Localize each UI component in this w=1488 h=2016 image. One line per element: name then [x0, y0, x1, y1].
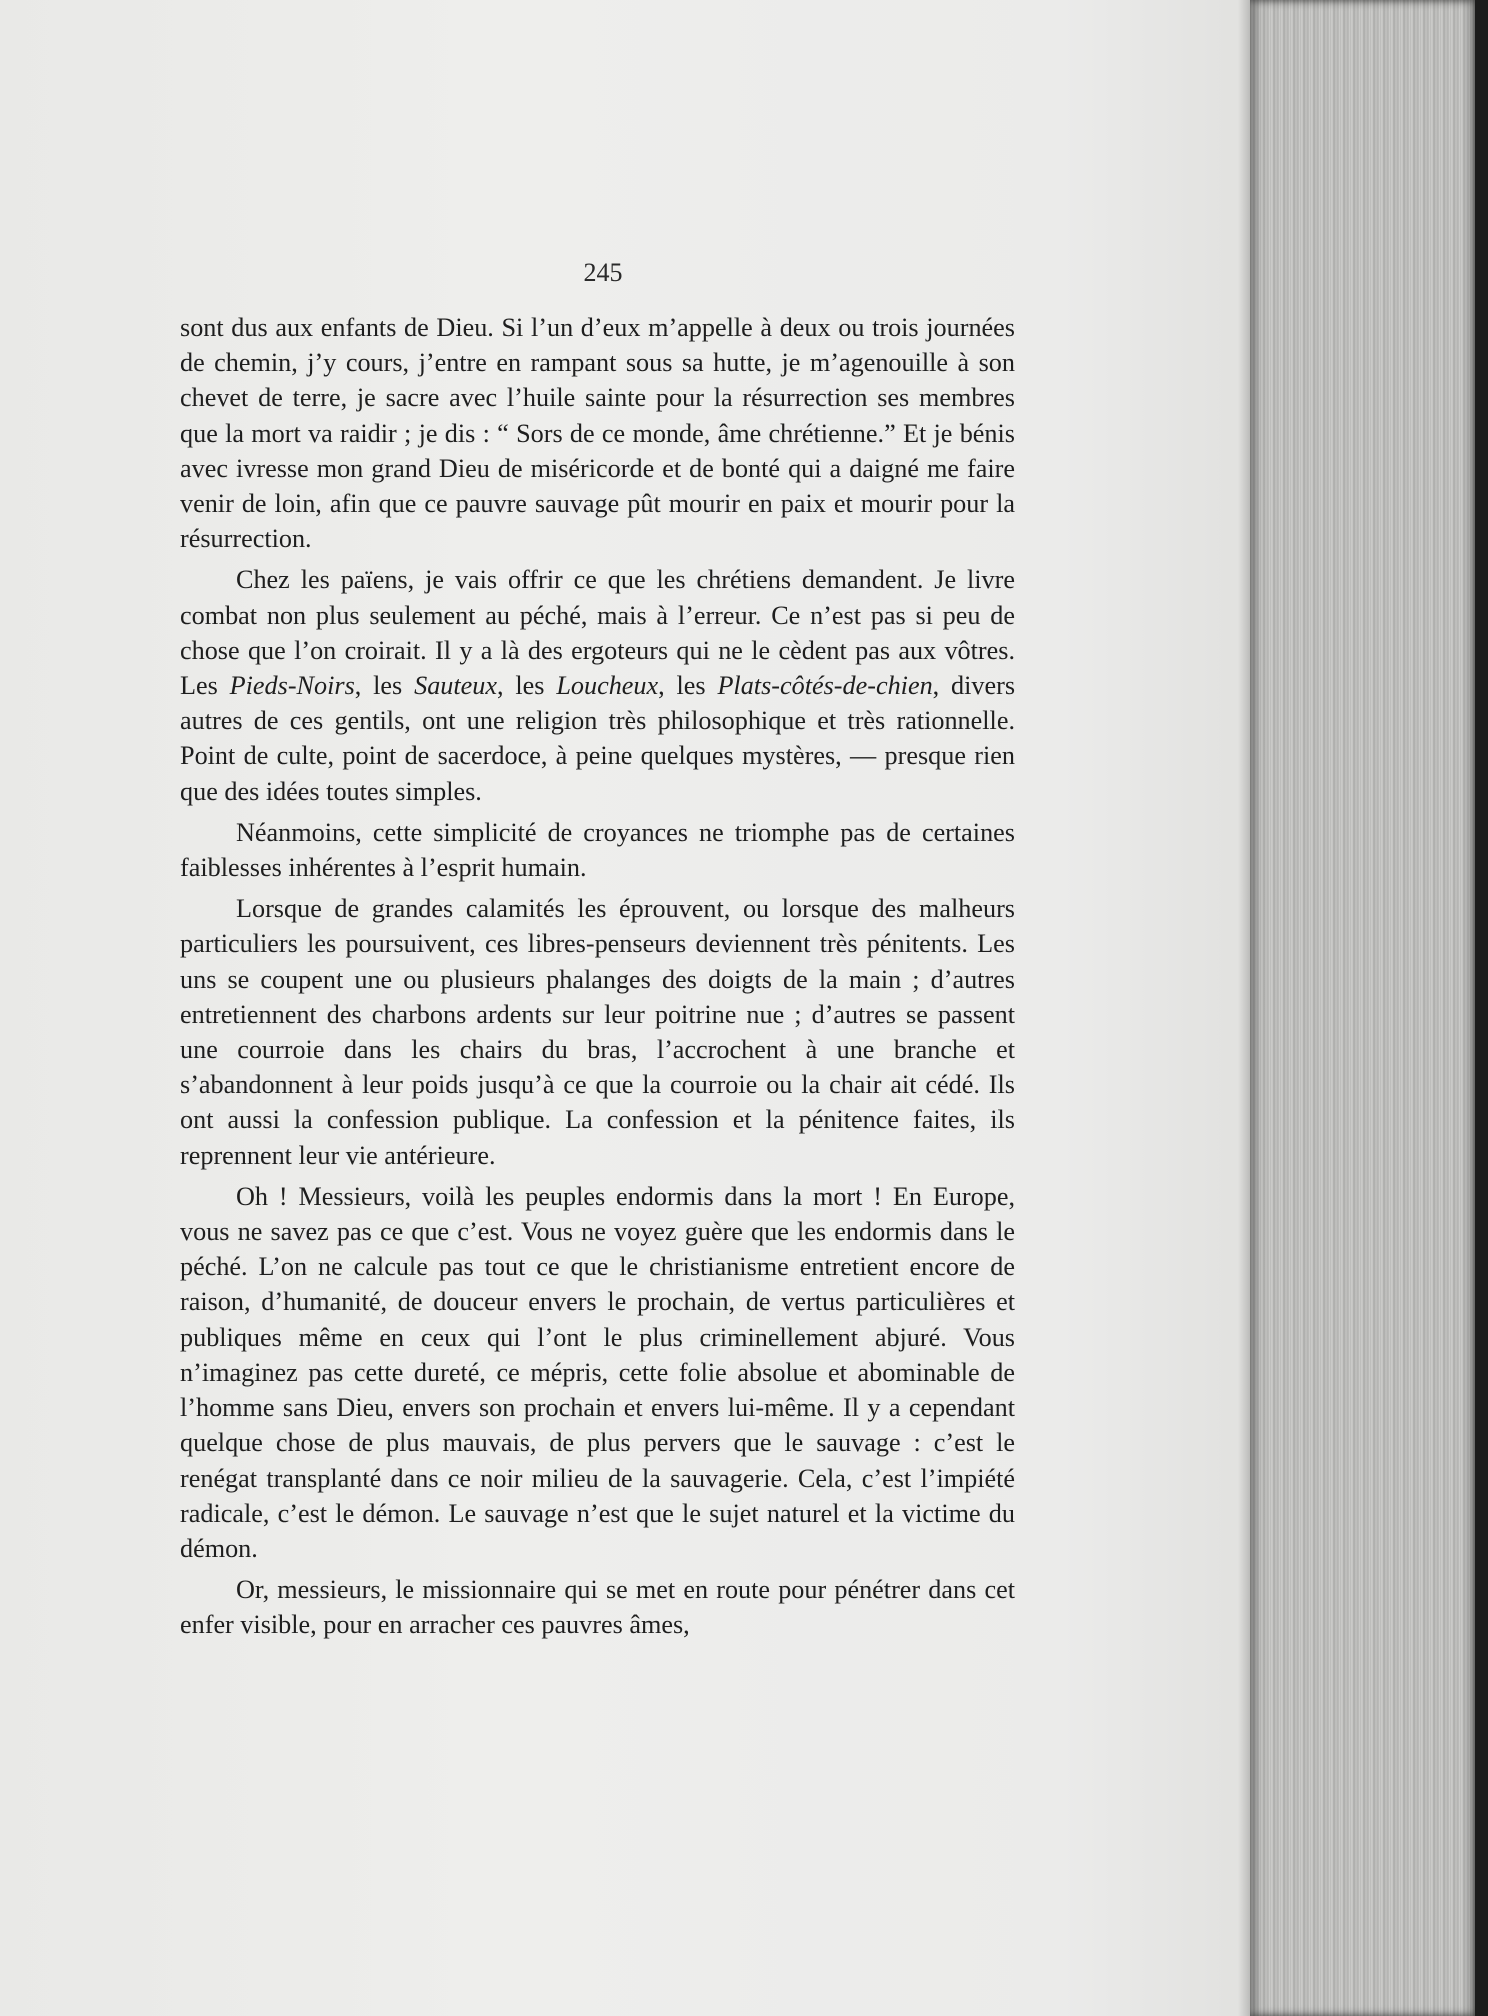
italic-term: Plats-côtés-de-chien [717, 671, 933, 701]
paragraph [180, 310, 1015, 556]
text-run: , les [497, 671, 557, 701]
text-run: Lorsque de grandes calamités les éprouvent, ou lorsque des malheurs particuliers les poursuivent, ces libres-penseurs deviennent très pénitents. Les uns se coupent une ou plusieurs phalanges des doigts de la main ; d’autres entretiennent des charbons ardents sur leur poitrine nue ; d’autres se passent une courroie dans les chairs du bras, l’accrochent à une branche et s’abandonnent à leur poids jusqu’à ce que la courroie ou la chair ait cédé. Ils ont aussi la confession publique. La confession et la pénitence faites, ils reprennent leur vie antérieure. [180, 894, 1015, 1170]
text-run: Or, messieurs, le missionnaire qui se met en route pour pénétrer dans cet enfer visible, pour en arracher ces pauvres âmes, [180, 1575, 1015, 1640]
italic-term: Loucheux [556, 671, 659, 701]
paragraph [180, 1572, 1015, 1642]
page-number: 245 [583, 258, 623, 287]
text-run: Oh ! Messieurs, voilà les peuples endormis dans la mort ! En Europe, vous ne savez pas ce que c’est. Vous ne voyez guère que les endormis dans le péché. L’on ne calcule pas tout ce que le christianisme entretient encore de raison, d’humanité, de douceur envers le prochain, de vertus particulières et publiques même en ceux qui l’ont le plus criminellement abjuré. Vous n’imaginez pas cette dureté, ce mépris, cette folie absolue et abominable de l’homme sans Dieu, envers son prochain et envers lui-même. Il y a cependant quelque chose de plus mauvais, de plus pervers que le sauvage : c’est le renégat transplanté dans ce noir milieu de la sauvagerie. Cela, c’est l’impiété radicale, c’est le démon. Le sauvage n’est que le sujet naturel et la victime du démon. [180, 1181, 1015, 1563]
text-run: , les [658, 671, 718, 701]
paragraph [180, 562, 1015, 808]
italic-term: Sauteux [414, 671, 497, 701]
paragraph [180, 891, 1015, 1173]
text-run: Néanmoins, cette simplicité de croyances ne triomphe pas de certaines faiblesses inhérentes à l’esprit humain. [180, 817, 1015, 883]
book-page-edges [1250, 0, 1475, 2016]
body-text [180, 310, 1015, 1649]
text-run: Chez les païens, je vais offrir ce que les chrétiens demandent. Je livre combat non plus seulement au péché, mais à l’erreur. Ce n’est pas si peu de chose que l’on croirait. Il y a là des ergoteurs qui ne le cèdent pas aux vôtres. Les [180, 565, 1015, 701]
paragraph [180, 815, 1015, 885]
text-run: , divers autres de ces gentils, ont une religion très philosophique et très rationnelle. Point de culte, point de sacerdoce, à peine quelques mystères, — presque rien que des idées toutes simples. [180, 671, 1016, 806]
text-run: , les [354, 671, 415, 701]
text-run: sont dus aux enfants de Dieu. Si l’un d’eux m’appelle à deux ou trois journées de chemin, j’y cours, j’entre en rampant sous sa hutte, je m’agenouille à son chevet de terre, je sacre avec l’huile sainte pour la résurrection ses membres que la mort va raidir ; je dis : “ Sors de ce monde, âme chrétienne.” Et je bénis avec ivresse mon grand Dieu de miséricorde et de bonté qui a daigné me faire venir de loin, afin que ce pauvre sauvage pût mourir en paix et mourir pour la résurrection. [180, 313, 1015, 554]
paragraph [180, 1179, 1015, 1566]
italic-term: Pieds-Noirs [229, 671, 355, 701]
